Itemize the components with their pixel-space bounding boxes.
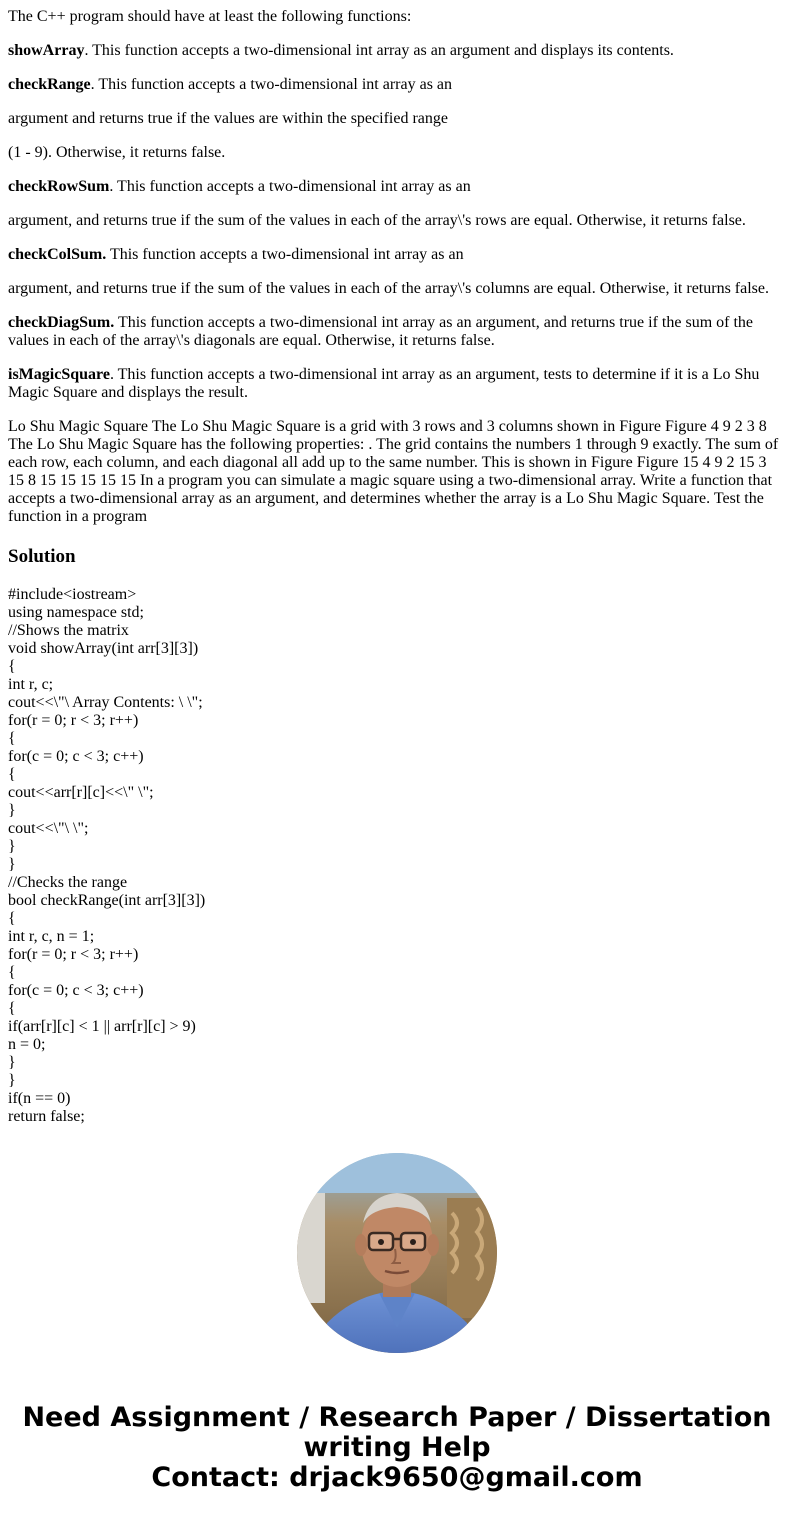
function-description: argument, and returns true if the sum of the values in each of the array\'s rows are equal. Otherwise, it returns false. xyxy=(8,212,746,229)
code-line: int r, c; xyxy=(8,676,54,693)
function-description: (1 - 9). Otherwise, it returns false. xyxy=(8,144,226,161)
function-paragraph xyxy=(8,178,786,196)
function-paragraph xyxy=(8,314,786,350)
function-paragraph xyxy=(8,144,786,162)
function-name: checkRowSum xyxy=(8,178,110,195)
author-photo xyxy=(297,1153,497,1353)
function-paragraph xyxy=(8,76,786,94)
code-line: if(n == 0) xyxy=(8,1090,71,1107)
code-line: for(r = 0; r < 3; r++) xyxy=(8,946,139,963)
banner-line-2: writing Help xyxy=(303,1432,491,1463)
function-description: . This function accepts a two-dimensional int array as an xyxy=(109,178,471,195)
code-line: for(c = 0; c < 3; c++) xyxy=(8,982,144,999)
code-line: { xyxy=(8,910,16,927)
code-line: if(arr[r][c] < 1 || arr[r][c] > 9) xyxy=(8,1018,196,1035)
document-content xyxy=(8,8,786,1126)
code-line: } xyxy=(8,856,16,873)
function-description: . This function accepts a two-dimensional int array as an argument, tests to determine if it is a Lo Shu Magic Square and displays the result. xyxy=(8,366,760,401)
code-line: { xyxy=(8,766,16,783)
code-line: bool checkRange(int arr[3][3]) xyxy=(8,892,206,909)
code-line: int r, c, n = 1; xyxy=(8,928,95,945)
banner-contact: Contact: drjack9650@gmail.com xyxy=(151,1462,643,1493)
function-name: checkDiagSum. xyxy=(8,314,115,331)
code-line: //Shows the matrix xyxy=(8,622,129,639)
code-line: void showArray(int arr[3][3]) xyxy=(8,640,199,657)
code-line: //Checks the range xyxy=(8,874,128,891)
function-paragraph xyxy=(8,42,786,60)
code-line: { xyxy=(8,1000,16,1017)
contact-banner xyxy=(0,1403,794,1493)
code-line: { xyxy=(8,730,16,747)
function-name: showArray xyxy=(8,42,85,59)
function-description: argument, and returns true if the sum of the values in each of the array\'s columns are equal. Otherwise, it returns false. xyxy=(8,280,769,297)
function-paragraph xyxy=(8,212,786,230)
code-line: for(c = 0; c < 3; c++) xyxy=(8,748,144,765)
function-description: . This function accepts a two-dimensional int array as an argument and displays its contents. xyxy=(84,42,674,59)
code-line: cout<<arr[r][c]<<\" \"; xyxy=(8,784,154,801)
code-line: n = 0; xyxy=(8,1036,46,1053)
code-line: using namespace std; xyxy=(8,604,144,621)
code-line: return false; xyxy=(8,1108,85,1125)
code-line: } xyxy=(8,802,16,819)
function-description: This function accepts a two-dimensional int array as an xyxy=(106,246,464,263)
function-paragraph xyxy=(8,246,786,264)
code-line: } xyxy=(8,1054,16,1071)
code-block xyxy=(8,586,786,1126)
code-line: for(r = 0; r < 3; r++) xyxy=(8,712,139,729)
function-paragraph xyxy=(8,280,786,298)
code-line: cout<<\"\ Array Contents: \ \"; xyxy=(8,694,203,711)
function-name: checkColSum. xyxy=(8,246,107,263)
code-line: { xyxy=(8,658,16,675)
code-line: { xyxy=(8,964,16,981)
code-line: #include<iostream> xyxy=(8,586,137,603)
function-description: . This function accepts a two-dimensional int array as an xyxy=(90,76,453,93)
code-line: cout<<\"\ \"; xyxy=(8,820,89,837)
function-name: isMagicSquare xyxy=(8,366,110,383)
code-line: } xyxy=(8,1072,16,1089)
function-paragraph xyxy=(8,110,786,128)
problem-description: Lo Shu Magic Square The Lo Shu Magic Square is a grid with 3 rows and 3 columns shown in Figure Figure 4 9 2 3 8 The Lo Shu Magic Square has the following properties: . The grid contains the numbers 1 through 9 exactly. The sum of each row, each column, and each diagonal all add up to the same number. This is shown in Figure Figure 15 4 9 2 15 3 15 8 15 15 15 15 15 In a program you can simulate a magic square using a two-dimensional array. Write a function that accepts a two-dimensional array as an argument, and determines whether the array is a Lo Shu Magic Square. Test the function in a program xyxy=(8,418,779,525)
intro-paragraph: The C++ program should have at least the following functions: xyxy=(8,8,412,25)
function-description: argument and returns true if the values are within the specified range xyxy=(8,110,448,127)
code-line: } xyxy=(8,838,16,855)
function-description: This function accepts a two-dimensional int array as an argument, and returns true if the sum of the values in each of the array\'s diagonals are equal. Otherwise, it returns false. xyxy=(8,314,754,349)
banner-line-1: Need Assignment / Research Paper / Dissertation xyxy=(22,1402,772,1433)
author-portrait-image xyxy=(297,1153,497,1353)
function-name: checkRange xyxy=(8,76,91,93)
function-paragraph xyxy=(8,366,786,402)
solution-heading: Solution xyxy=(8,546,76,567)
